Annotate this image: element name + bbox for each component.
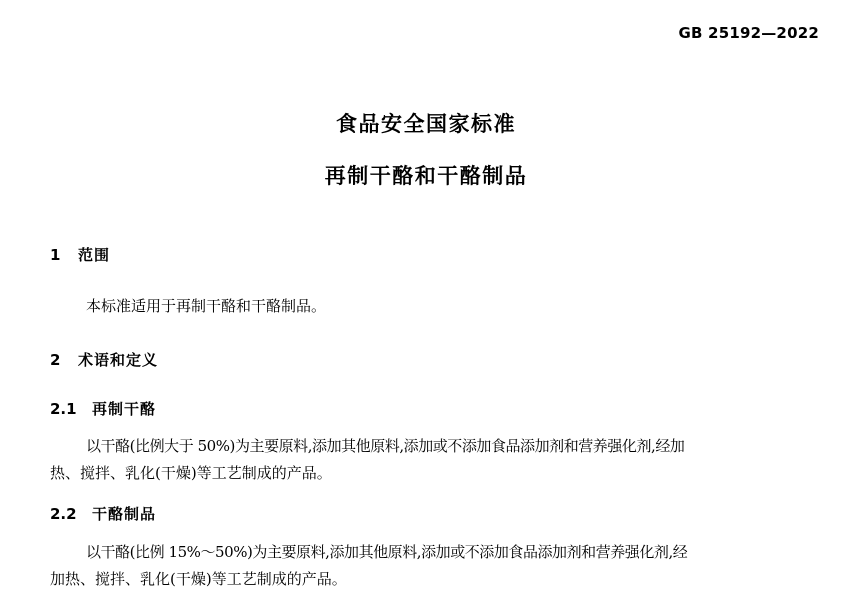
definition-line: 以干酪(比例 15%～50%)为主要原料,添加其他原料,添加或不添加食品添加剂和营养强化剂,经 [86,543,688,561]
document-title: 食品安全国家标准 [336,112,516,136]
subsection-number: 2.2 [50,505,77,523]
section-title: 范围 [78,246,111,264]
section-title: 术语和定义 [78,351,159,369]
subsection-heading [50,503,156,524]
section-body: 本标准适用于再制干酪和干酪制品。 [86,297,327,315]
definition-line: 以干酪(比例大于 50%)为主要原料,添加其他原料,添加或不添加食品添加剂和营养强化剂,经加 [86,437,685,455]
section-number: 2 [50,351,61,369]
document-subtitle: 再制干酪和干酪制品 [324,164,528,188]
definition-line: 加热、搅拌、乳化(干燥)等工艺制成的产品。 [50,570,347,588]
subsection-heading [50,398,156,419]
section-heading-scope [50,244,110,265]
subsection-number: 2.1 [50,400,77,418]
section-heading-terms [50,349,158,370]
standard-code: GB 25192—2022 [678,24,819,42]
subsection-title: 再制干酪 [92,400,157,418]
subsection-title: 干酪制品 [92,505,157,523]
definition-line: 热、搅拌、乳化(干燥)等工艺制成的产品。 [50,464,332,482]
section-number: 1 [50,246,61,264]
